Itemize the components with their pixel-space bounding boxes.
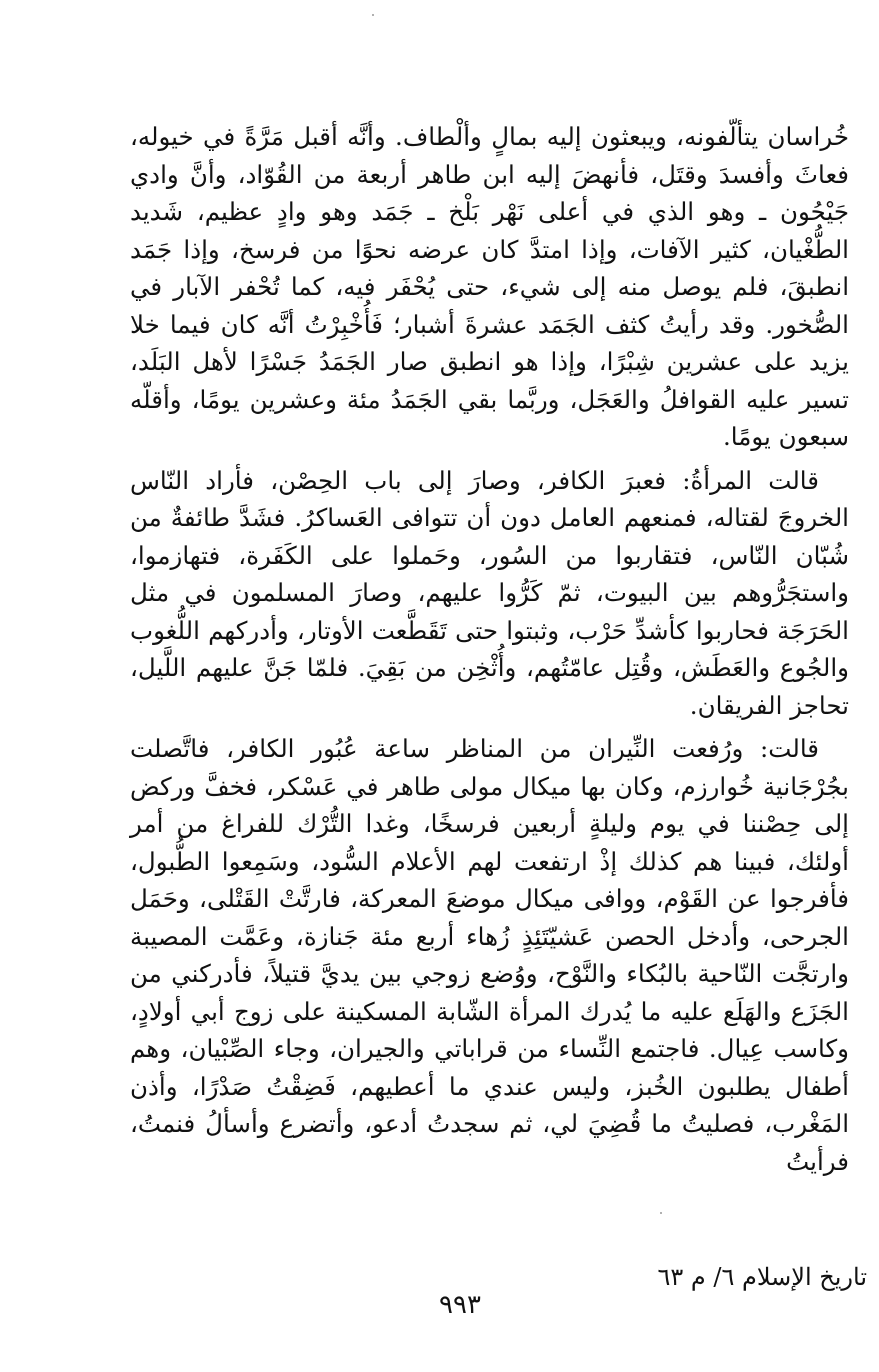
paragraph-1: خُراسان يتألّفونه، ويبعثون إليه بمالٍ وألْطاف. وأنَّه أقبل مَرَّةً في خيوله، فعاثَ وأفسدَ وقتَل، فأنهضَ إليه ابن طاهر أربعة من القُوّاد، وأنَّ وادي جَيْحُون ـ وهو الذي في أعلى نَهْر بَلْخ ـ جَمَد وهو وادٍ عظيم، شَديد الطُّغْيان، كثير الآفات، وإذا امتدَّ كان عرضه نحوًا من فرسخ، وإذا جَمَد انطبقَ، فلم يوصل منه إلى شيء، حتى يُحْفَر فيه، كما تُحْفر الآبار في الصُّخور. وقد رأيتُ كثف الجَمَد عشرةَ أشبار؛ فَأُخْبِرْتُ أنَّه كان فيما خلا يزيد على عشرين شِبْرًا، وإذا هو انطبق صار الجَمَدُ جَسْرًا لأهل البَلَد، تسير عليه القوافلُ والعَجَل، وربَّما بقي الجَمَدُ مئة وعشرين يومًا، وأقلّه سبعون يومًا.	[130, 122, 849, 451]
paragraph-3: قالت: ورُفعت النِّيران من المناظر ساعة عُبُور الكافر، فاتَّصلت بجُرْجَانية خُوارزم، وكان بها ميكال مولى طاهر في عَسْكر، فخفَّ وركض إلى حِصْننا في يوم وليلةٍ أربعين فرسخًا، وغدا التُّرْك للفراغ من أمر أولئك، فبينا هم كذلك إذْ ارتفعت لهم الأعلام السُّود، وسَمِعوا الطُّبول، فأفرجوا عن القَوْم، ووافى ميكال موضعَ المعركة، فارتَّتْ القَتْلى، وحَمَل الجرحى، وأدخل الحصن عَشيّتَئِذٍ زُهاء أربع مئة جَنازة، وعَمَّت المصيبة وارتجَّت النّاحية بالبُكاء والنَّوْح، ووُضع زوجي بين يديَّ قتيلاً، فأدركني من الجَزَع والهَلَع عليه ما يُدرك المرأة الشّابة المسكينة على زوج أبي أولادٍ، وكاسب عِيال. فاجتمع النِّساء من قراباتي والجيران، وجاء الصِّبْيان، وهم أطفال يطلبون الخُبز، وليس عندي ما أعطيهم، فَضِقْتُ صَدْرًا، وأذن المَغْرب، فصليتُ ما قُضِيَ لي، ثم سجدتُ أدعو، وأتضرع وأسألُ فنمتُ، فرأيتُ	[130, 734, 849, 1176]
paragraph-2: قالت المرأةُ: فعبرَ الكافر، وصارَ إلى باب الحِصْن، فأراد النّاس الخروجَ لقتاله، فمنعهم العامل دون أن تتوافى العَساكرُ. فشَدَّ طائفةٌ من شُبّان النّاس، فتقاربوا من السُور، وحَملوا على الكَفَرة، فتهازموا، واستجَرُّوهم بين البيوت، ثمّ كَرُّوا عليهم، وصارَ المسلمون في مثل الحَرَجَة فحاربوا كأشدِّ حَرْب، وثبتوا حتى تَقَطَّعت الأوتار، وأدركهم اللُّغوب والجُوع والعَطَش، وقُتِل عامّتُهم، وأُثْخِن من بَقِيَ. فلمّا جَنَّ عليهم اللَّيل، تحاجز الفريقان.	[130, 465, 849, 720]
scan-speck	[372, 14, 374, 16]
page-number: ٩٩٣	[439, 1290, 481, 1320]
scan-speck	[660, 1212, 662, 1214]
page-body-text	[130, 118, 849, 1180]
book-volume-reference: تاريخ الإسلام ٦/ م ٦٣	[657, 1263, 867, 1291]
